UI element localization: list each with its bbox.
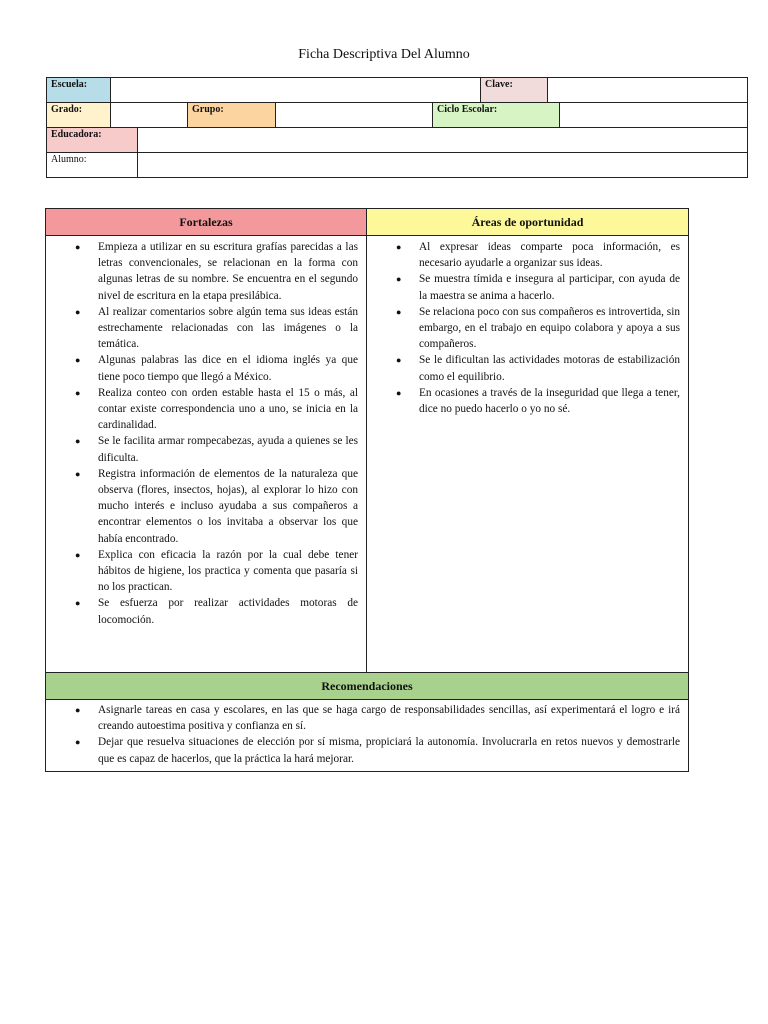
recomendaciones-list — [46, 702, 680, 767]
list-item: ● Se relaciona poco con sus compañeros es introvertida, sin embargo, en el trabajo en equipo colabora y apoya a sus compañeros. — [419, 304, 680, 353]
grado-field[interactable] — [111, 103, 188, 128]
ciclo-escolar-label: Ciclo Escolar: — [433, 103, 560, 128]
ciclo-escolar-field[interactable] — [560, 103, 748, 128]
list-item: ● Realiza conteo con orden estable hasta el 15 o más, al contar existe correspondencia uno a uno, se inicia en la cardinalidad. — [98, 385, 358, 434]
recomendaciones-cell — [46, 700, 689, 772]
areas-oportunidad-header: Áreas de oportunidad — [367, 209, 689, 236]
grupo-label: Grupo: — [188, 103, 276, 128]
educadora-label: Educadora: — [47, 128, 138, 153]
page-title: Ficha Descriptiva Del Alumno — [298, 47, 470, 62]
evaluation-table — [45, 208, 689, 772]
fortalezas-list — [46, 239, 358, 628]
educadora-field[interactable] — [138, 128, 748, 153]
clave-label: Clave: — [481, 78, 548, 103]
areas-oportunidad-cell — [367, 236, 689, 673]
list-item: ● Algunas palabras las dice en el idioma inglés ya que tiene poco tiempo que llegó a México. — [98, 352, 358, 384]
escuela-field[interactable] — [111, 78, 481, 103]
recomendaciones-header: Recomendaciones — [46, 673, 689, 700]
grupo-field[interactable] — [276, 103, 433, 128]
list-item: ● Al realizar comentarios sobre algún tema sus ideas están estrechamente relacionadas con las imágenes o la temática. — [98, 304, 358, 353]
list-item: ● Empieza a utilizar en su escritura grafías parecidas a las letras convencionales, se relacionan en la forma con algunas letras de su nombre. Se encuentra en el segundo nivel de escritura en la etapa presilábica. — [98, 239, 358, 304]
list-item: ● Al expresar ideas comparte poca información, es necesario ayudarle a organizar sus ideas. — [419, 239, 680, 271]
list-item: ● En ocasiones a través de la inseguridad que llega a tener, dice no puedo hacerlo o yo no sé. — [419, 385, 680, 417]
clave-field[interactable] — [548, 78, 748, 103]
student-info-table — [46, 77, 748, 178]
alumno-label: Alumno: — [47, 153, 138, 178]
list-item: ● Dejar que resuelva situaciones de elección por sí misma, propiciará la autonomía. Involucrarla en retos nuevos y demostrarle que es capaz de hacerlos, que la práctica la hará mejorar. — [98, 734, 680, 766]
alumno-field[interactable] — [138, 153, 748, 178]
grado-label: Grado: — [47, 103, 111, 128]
list-item: ● Explica con eficacia la razón por la cual debe tener hábitos de higiene, los practica y comenta que pasaría si no los practican. — [98, 547, 358, 596]
list-item: ● Se esfuerza por realizar actividades motoras de locomoción. — [98, 595, 358, 627]
list-item: ● Registra información de elementos de la naturaleza que observa (flores, insectos, hojas), al explorar lo hizo con mucho interés e incluso ayudaba a sus compañeros a encontrar elementos o los invitaba a observar los que había encontrado. — [98, 466, 358, 547]
list-item: ● Se muestra tímida e insegura al participar, con ayuda de la maestra se anima a hacerlo. — [419, 271, 680, 303]
list-item: ● Se le dificultan las actividades motoras de estabilización como el equilibrio. — [419, 352, 680, 384]
escuela-label: Escuela: — [47, 78, 111, 103]
fortalezas-header: Fortalezas — [46, 209, 367, 236]
list-item: ● Se le facilita armar rompecabezas, ayuda a quienes se les dificulta. — [98, 433, 358, 465]
list-item: ● Asignarle tareas en casa y escolares, en las que se haga cargo de responsabilidades sencillas, así experimentará el logro e irá creando autoestima positiva y confianza en sí. — [98, 702, 680, 734]
areas-oportunidad-list — [367, 239, 680, 417]
fortalezas-cell — [46, 236, 367, 673]
